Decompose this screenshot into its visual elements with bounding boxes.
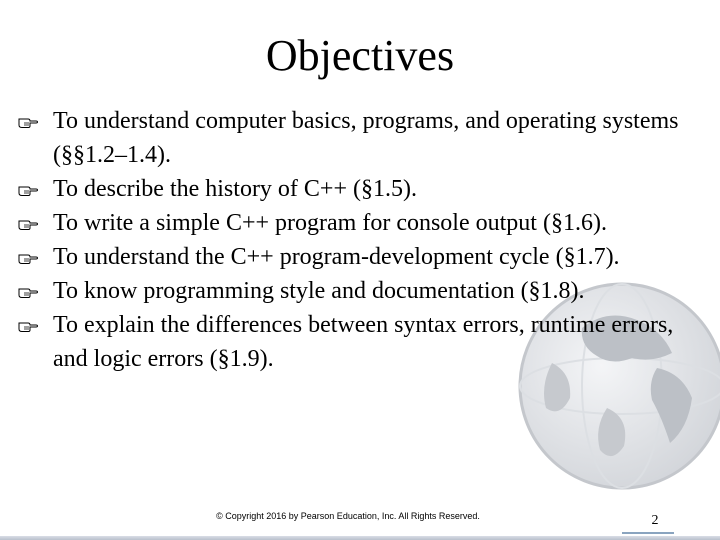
pointing-hand-icon <box>18 251 38 265</box>
pointing-hand-icon <box>18 183 38 197</box>
bullet-text: To understand computer basics, programs, and operating systems (§§1.2–1.4). <box>53 108 679 168</box>
page-number-underline <box>622 532 674 534</box>
bullet-text: To explain the differences between syntax errors, runtime errors, and logic errors (§1.9). <box>53 312 674 372</box>
list-item <box>18 172 708 206</box>
pointing-hand-icon <box>18 319 38 333</box>
pointing-hand-icon <box>18 115 38 129</box>
slide-title: Objectives <box>265 31 455 80</box>
objectives-list <box>18 104 708 376</box>
copyright-notice: © Copyright 2016 by Pearson Education, Inc. All Rights Reserved. <box>216 511 480 521</box>
list-item <box>18 274 708 308</box>
list-item <box>18 206 708 240</box>
pointing-hand-icon <box>18 285 38 299</box>
page-number: 2 <box>651 513 659 528</box>
bullet-text: To describe the history of C++ (§1.5). <box>53 176 417 202</box>
list-item <box>18 240 708 274</box>
bullet-text: To know programming style and documentation (§1.8). <box>53 278 585 304</box>
pointing-hand-icon <box>18 217 38 231</box>
list-item <box>18 104 708 172</box>
bullet-text: To write a simple C++ program for console output (§1.6). <box>53 210 607 236</box>
bottom-rule <box>0 536 720 540</box>
list-item <box>18 308 708 376</box>
bullet-text: To understand the C++ program-development cycle (§1.7). <box>53 244 620 270</box>
